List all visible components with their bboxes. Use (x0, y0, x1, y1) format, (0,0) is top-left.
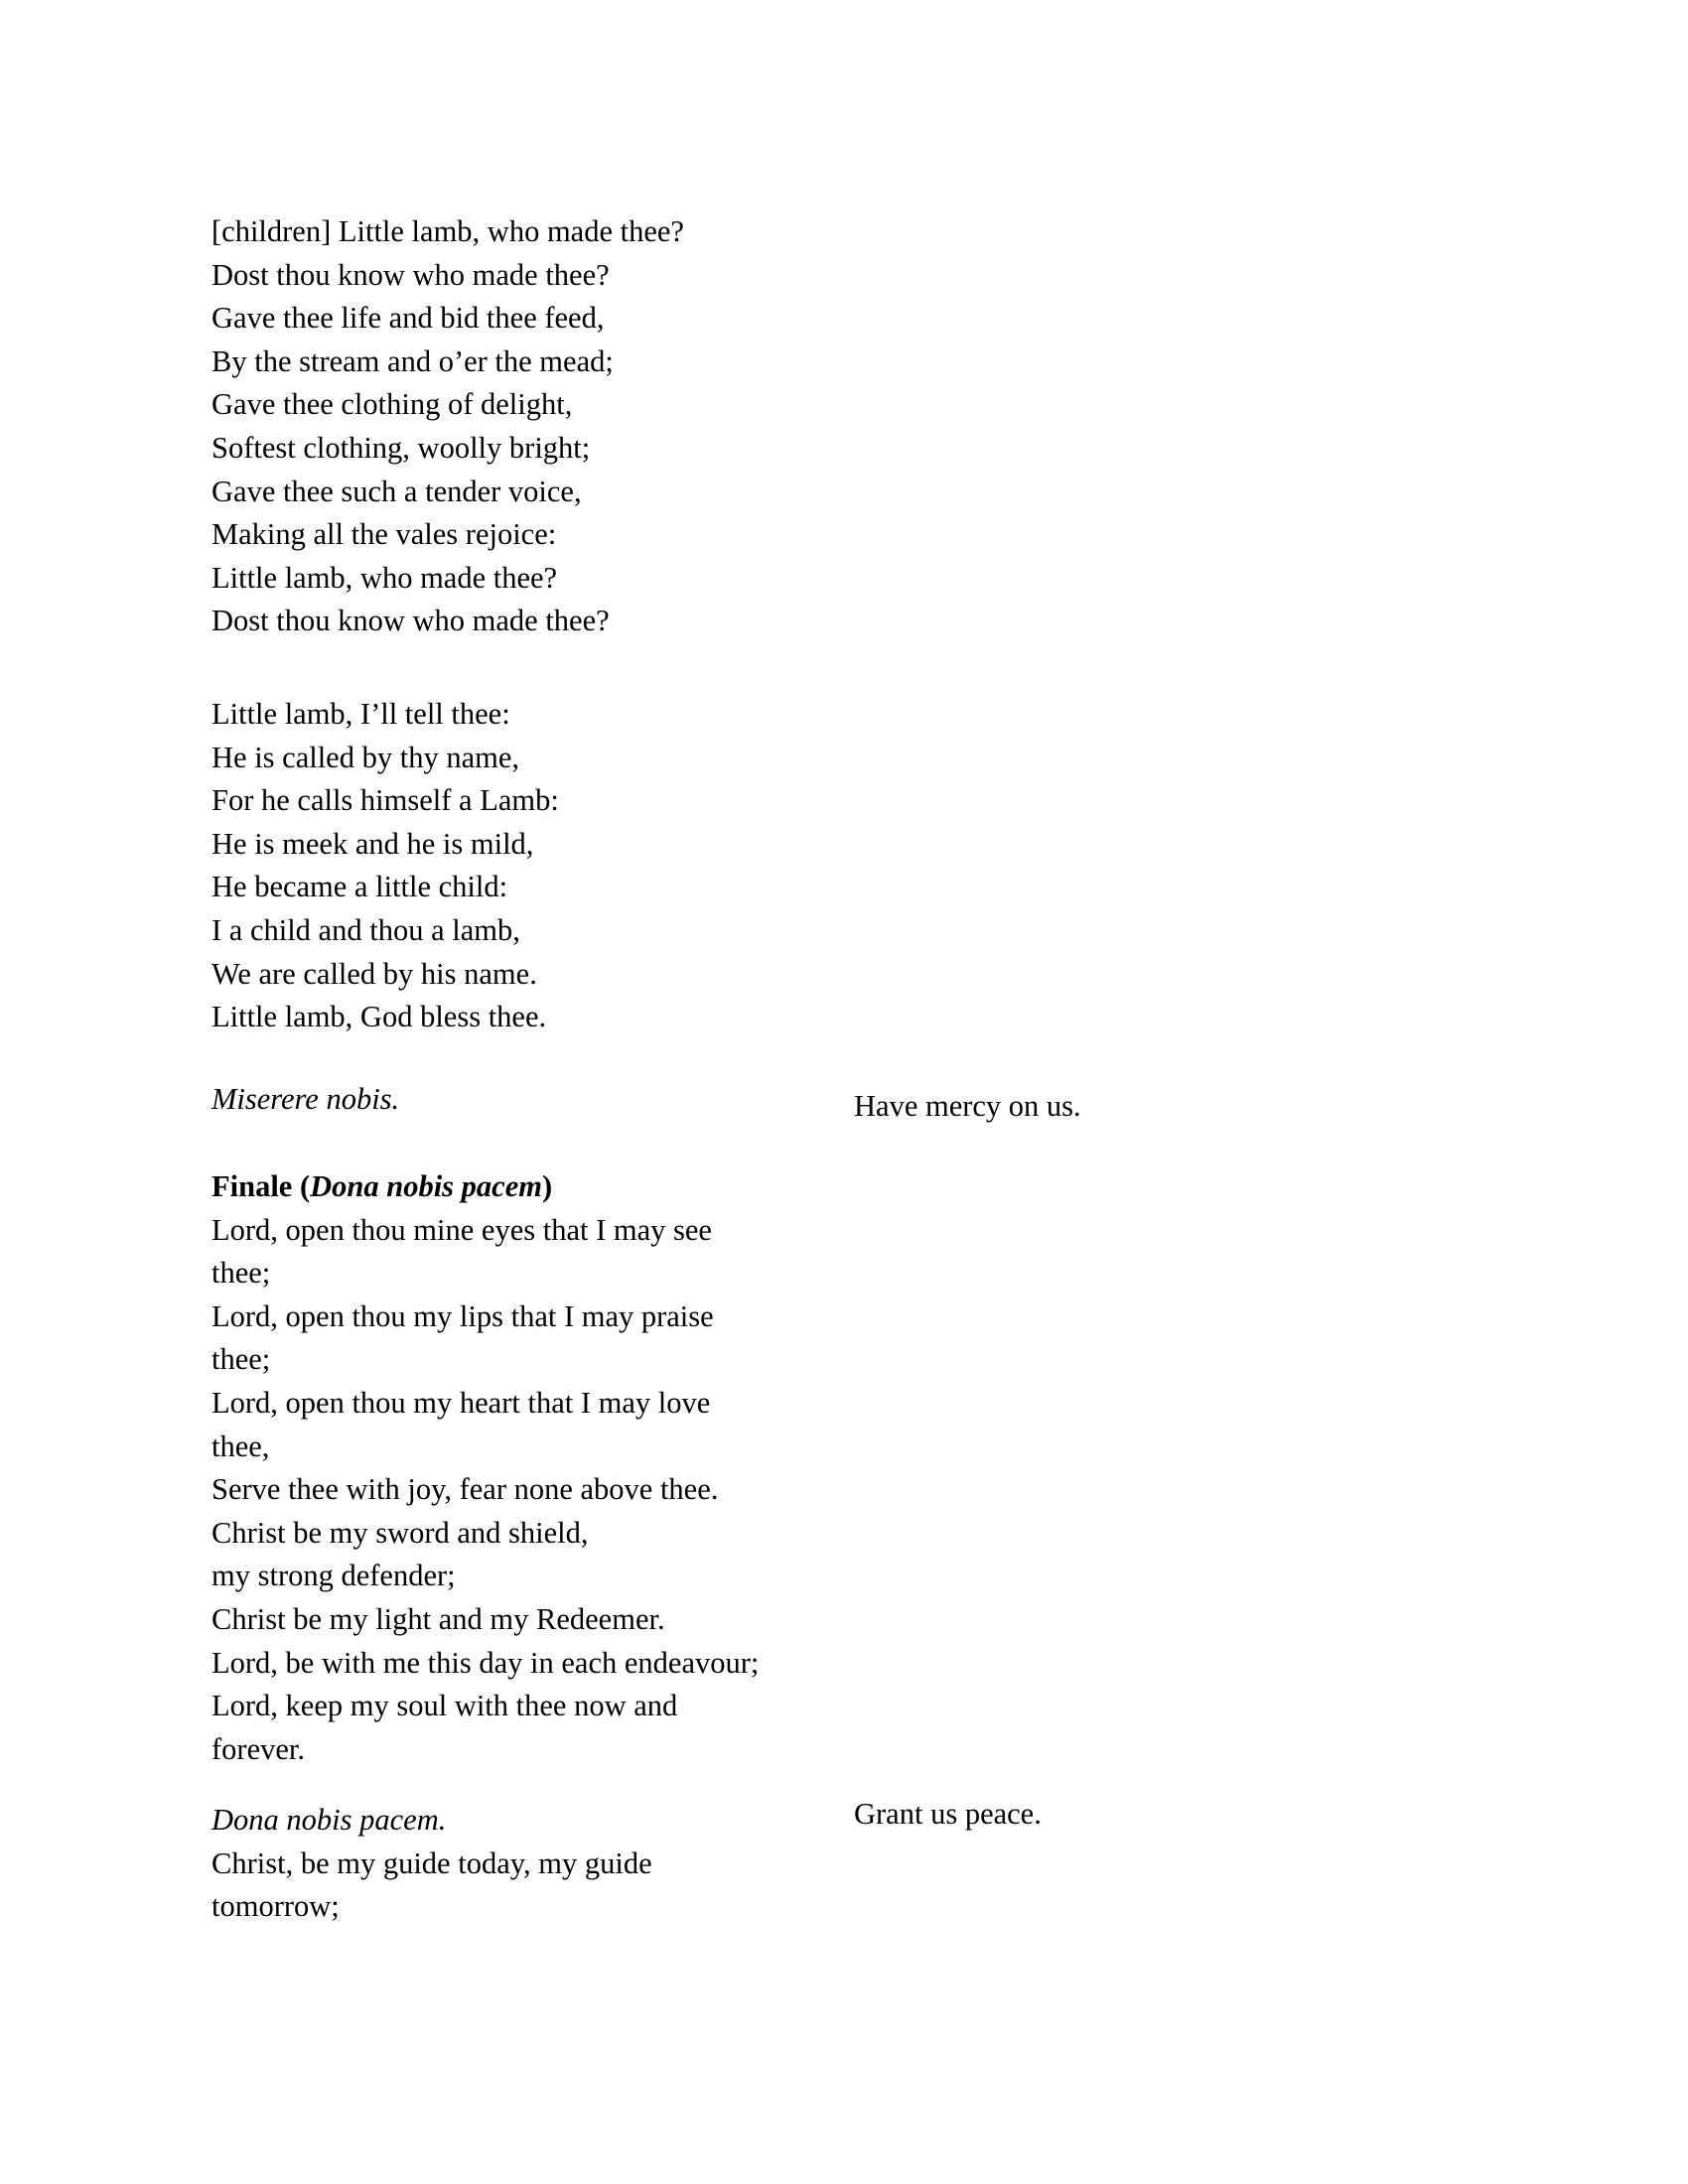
verse-line: I a child and thou a lamb, (211, 912, 520, 947)
translation-line: Have mercy on us. (854, 1089, 1081, 1123)
section-heading (211, 1165, 827, 1209)
verse-line: Christ, be my guide today, my guide (211, 1845, 652, 1880)
verse-line: Lord, open thou my lips that I may praise (211, 1298, 714, 1333)
verse-line: Making all the vales rejoice: (211, 517, 557, 552)
verse-line: For he calls himself a Lamb: (211, 783, 559, 818)
verse-line: Softest clothing, woolly bright; (211, 430, 591, 465)
verse-line: He became a little child: (211, 870, 508, 904)
miserere-translation (854, 1085, 1410, 1129)
verse-line: my strong defender; (211, 1559, 456, 1593)
latin-line: Dona nobis pacem. (211, 1803, 447, 1837)
finale-section (211, 1165, 827, 1771)
latin-line: Miserere nobis. (211, 1082, 400, 1116)
verse-line: thee, (211, 1429, 270, 1463)
verse-line: tomorrow; (211, 1889, 340, 1924)
verse-line: Lord, keep my soul with thee now and (211, 1689, 678, 1723)
verse-line: Dost thou know who made thee? (211, 257, 610, 292)
stanza-1 (211, 210, 827, 643)
verse-line: We are called by his name. (211, 956, 537, 991)
verse-line: He is called by thy name, (211, 740, 519, 774)
verse-line: Gave thee clothing of delight, (211, 387, 573, 422)
verse-line: Little lamb, I’ll tell thee: (211, 697, 510, 731)
verse-line: Little lamb, God bless thee. (211, 1000, 547, 1034)
verse-line: Gave thee life and bid thee feed, (211, 301, 605, 336)
verse-line: Christ be my light and my Redeemer. (211, 1601, 665, 1636)
verse-line: Little lamb, who made thee? (211, 560, 558, 595)
verse-line: Christ be my sword and shield, (211, 1515, 589, 1550)
verse-line: Dost thou know who made thee? (211, 604, 610, 638)
verse-line: Lord, open thou my heart that I may love (211, 1385, 711, 1420)
verse-line: forever. (211, 1731, 305, 1766)
miserere-latin (211, 1078, 827, 1122)
heading-suffix: ) (541, 1169, 553, 1203)
translation-line: Grant us peace. (854, 1797, 1042, 1831)
verse-line: thee; (211, 1256, 271, 1291)
verse-line: Gave thee such a tender voice, (211, 474, 582, 508)
verse-line: thee; (211, 1342, 271, 1377)
verse-line: Lord, open thou mine eyes that I may see (211, 1212, 712, 1247)
heading-italic: Dona nobis pacem (310, 1169, 542, 1203)
verse-line: He is meek and he is mild, (211, 826, 534, 861)
verse-line: [children] Little lamb, who made thee? (211, 214, 684, 248)
verse-line: Serve thee with joy, fear none above thee. (211, 1472, 719, 1507)
dona-section (211, 1799, 827, 1929)
dona-translation (854, 1793, 1410, 1837)
verse-line: By the stream and o’er the mead; (211, 343, 614, 378)
verse-line: Lord, be with me this day in each endeavour; (211, 1645, 760, 1680)
stanza-2 (211, 693, 827, 1039)
heading-prefix: Finale ( (211, 1169, 311, 1203)
